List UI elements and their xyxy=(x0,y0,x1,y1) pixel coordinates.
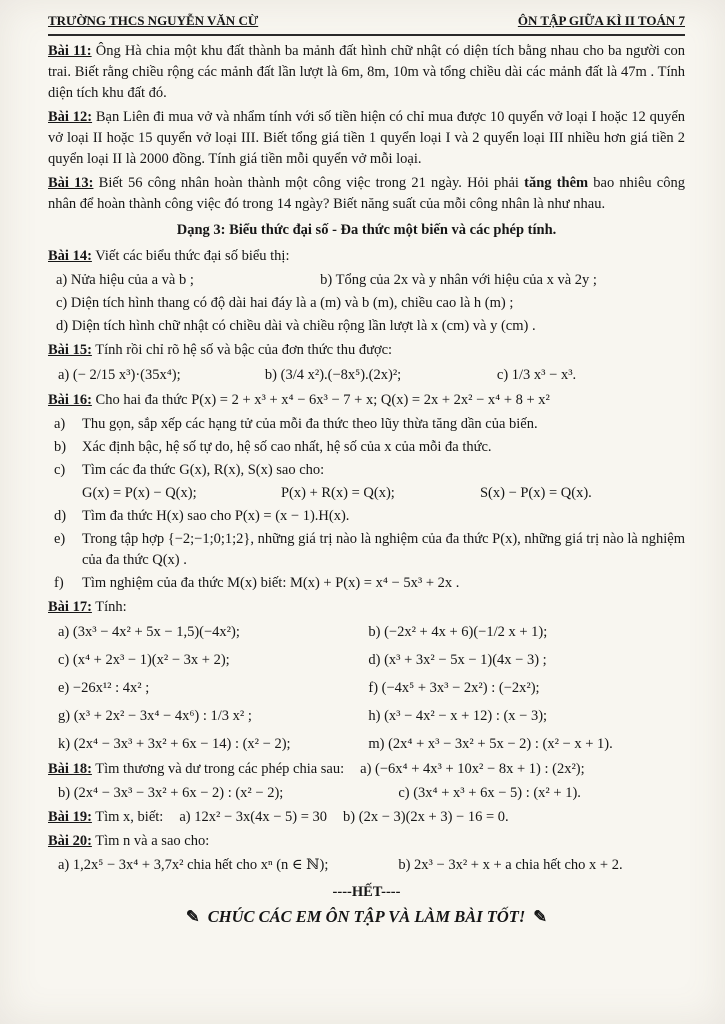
problem-20-item-b: b) 2x³ − 3x² + x + a chia hết cho x + 2. xyxy=(398,857,623,874)
equation: S(x) − P(x) = Q(x). xyxy=(479,485,592,502)
problem-14-item-c: c) Diện tích hình thang có độ dài hai đáy là a (m) và b (m), chiều cao là h (m) ; xyxy=(56,295,514,312)
document-title: ÔN TẬP GIỮA KÌ II TOÁN 7 xyxy=(517,13,685,28)
item-text: Thu gọn, sắp xếp các hạng tử của mỗi đa thức theo lũy thừa tăng dần của biến. xyxy=(82,416,538,433)
school-name: TRƯỜNG THCS NGUYỄN VĂN CỪ xyxy=(48,13,259,28)
problem-17-item-g: g) (x³ + 2x² − 3x⁴ − 4x⁶) : 1/3 x² ; xyxy=(58,708,252,725)
problem-14-item-d: d) Diện tích hình chữ nhật có chiều dài và chiều rộng lần lượt là x (cm) và y (cm) . xyxy=(56,318,536,335)
problem-14-label: Bài 14: xyxy=(48,247,92,264)
problem-17-expressions xyxy=(58,622,685,755)
problem-19-item-b: b) (2x − 3)(2x + 3) − 16 = 0. xyxy=(343,809,509,826)
item-letter: d) xyxy=(54,508,67,525)
problem-11 xyxy=(48,41,685,104)
problem-17-item-m: m) (2x⁴ + x³ − 3x² + 5x − 2) : (x² − x + 1). xyxy=(368,736,613,753)
problem-15-label: Bài 15: xyxy=(48,342,92,359)
problem-16-polynomial-p: P(x) = 2 + x³ + x⁴ − 6x³ − 7 + x; xyxy=(191,392,378,409)
pen-icon: ✎ xyxy=(533,907,548,927)
problem-11-text: Ông Hà chia một khu đất thành ba mảnh đất hình chữ nhật có diện tích bằng nhau cho ba người con trai. Biết rằng chiều rộng các mảnh đất lần lượt là 6m, 8m, 10m và tổng chiều dài các mảnh đất là 47m . Tính diện tích khu đất đó. xyxy=(48,42,685,101)
problem-20-row-ab xyxy=(48,855,685,876)
problem-17-item-k: k) (2x⁴ − 3x³ + 3x² + 6x − 14) : (x² − 2); xyxy=(58,736,291,753)
pen-icon: ✎ xyxy=(185,907,200,927)
item-text: Tìm đa thức H(x) sao cho P(x) = (x − 1).H(x). xyxy=(82,508,350,525)
item-letter: a) xyxy=(54,416,66,433)
item-letter: c) xyxy=(54,462,66,479)
header xyxy=(48,12,685,36)
problem-16-item-a xyxy=(54,414,685,435)
problem-15 xyxy=(48,340,685,361)
item-letter: f) xyxy=(54,575,64,592)
problem-20 xyxy=(48,831,685,852)
closing-wish xyxy=(48,905,685,929)
problem-18-intro: Tìm thương và dư trong các phép chia sau: xyxy=(91,761,345,778)
closing-wish-text: CHÚC CÁC EM ÔN TẬP VÀ LÀM BÀI TỐT! xyxy=(207,907,526,927)
equation: P(x) + R(x) = Q(x); xyxy=(280,485,395,502)
problem-17-item-d: d) (x³ + 3x² − 5x − 1)(4x − 3) ; xyxy=(368,652,547,669)
problem-19 xyxy=(48,807,685,828)
problem-16 xyxy=(48,390,685,411)
problem-16-item-e xyxy=(54,529,685,571)
problem-14-item-b: b) Tổng của 2x và y nhân với hiệu của x và 2y ; xyxy=(320,272,597,288)
problem-16-item-c xyxy=(54,460,685,481)
problem-16-label: Bài 16: xyxy=(48,392,92,409)
problem-17 xyxy=(48,597,685,618)
problem-18-row-bc xyxy=(48,783,685,804)
problem-13-label: Bài 13: xyxy=(48,174,94,191)
problem-17-item-b: b) (−2x² + 4x + 6)(−1/2 x + 1); xyxy=(368,624,548,641)
problem-12 xyxy=(48,107,685,170)
item-text: Tìm nghiệm của đa thức M(x) biết: M(x) + P(x) = x⁴ − 5x³ + 2x . xyxy=(82,575,460,592)
problem-14 xyxy=(48,246,685,267)
problem-18-item-b: b) (2x⁴ − 3x³ − 3x² + 6x − 2) : (x² − 2); xyxy=(58,785,284,802)
end-marker: ----HẾT---- xyxy=(332,884,401,901)
problem-18-item-a: a) (−6x⁴ + 4x³ + 10x² − 8x + 1) : (2x²); xyxy=(360,761,585,778)
problem-13-text-1: Biết 56 công nhân hoàn thành một công việc trong 21 ngày. Hỏi phải xyxy=(93,174,525,191)
item-text: Trong tập hợp {−2;−1;0;1;2}, những giá trị nào là nghiệm của đa thức P(x), những giá trị nào là nghiệm của đa thức Q(x) . xyxy=(82,531,685,569)
problem-18-label: Bài 18: xyxy=(48,761,92,778)
item-letter: b) xyxy=(54,439,67,456)
problem-17-item-f: f) (−4x⁵ + 3x³ − 2x²) : (−2x²); xyxy=(368,680,540,697)
problem-14-intro: Viết các biểu thức đại số biểu thị: xyxy=(91,247,290,264)
problem-13-text-2: bao nhiêu công nhân để hoàn thành công việc đó trong 14 ngày? Biết năng suất của mỗi công nhân là như nhau. xyxy=(48,174,685,212)
problem-17-label: Bài 17: xyxy=(48,599,92,616)
problem-20-label: Bài 20: xyxy=(48,833,92,850)
problem-18 xyxy=(48,759,685,780)
problem-16-item-c-equations xyxy=(82,483,685,504)
item-letter: e) xyxy=(54,531,66,548)
problem-19-item-a: a) 12x² − 3x(4x − 5) = 30 xyxy=(179,809,328,826)
problem-13-bold-phrase: tăng thêm xyxy=(524,174,589,191)
item-text: Xác định bậc, hệ số tự do, hệ số cao nhất, hệ số của x của mỗi đa thức. xyxy=(82,439,492,456)
problem-18-item-c: c) (3x⁴ + x³ + 6x − 5) : (x² + 1). xyxy=(398,785,581,802)
problem-12-label: Bài 12: xyxy=(48,108,93,125)
problem-16-item-b xyxy=(54,437,685,458)
section-heading: Dạng 3: Biểu thức đại số - Đa thức một biến và các phép tính. xyxy=(176,221,557,238)
problem-15-intro: Tính rồi chỉ rõ hệ số và bậc của đơn thức thu được: xyxy=(91,342,393,359)
problem-14-item-a: a) Nửa hiệu của a và b ; xyxy=(56,272,194,288)
problem-15-expressions xyxy=(58,365,685,386)
problem-16-item-f xyxy=(54,573,685,594)
problem-19-label: Bài 19: xyxy=(48,809,92,826)
problem-16-intro: Cho hai đa thức xyxy=(91,392,192,409)
equation: G(x) = P(x) − Q(x); xyxy=(82,485,197,502)
problem-16-item-d xyxy=(54,506,685,527)
problem-17-item-e: e) −26x¹² : 4x² ; xyxy=(58,680,150,697)
problem-13 xyxy=(48,173,685,215)
problem-15-item-b: b) (3/4 x²).(−8x⁵).(2x)²; xyxy=(264,367,402,384)
problem-20-item-a: a) 1,2x⁵ − 3x⁴ + 3,7x² chia hết cho xⁿ (n ∈ ℕ); xyxy=(58,857,329,874)
problem-20-intro: Tìm n và a sao cho: xyxy=(91,833,210,850)
item-text: Tìm các đa thức G(x), R(x), S(x) sao cho: xyxy=(82,462,325,479)
problem-17-item-a: a) (3x³ − 4x² + 5x − 1,5)(−4x²); xyxy=(58,624,240,641)
problem-19-intro: Tìm x, biết: xyxy=(91,809,164,826)
problem-12-text: Bạn Liên đi mua vở và nhẩm tính với số tiền hiện có chỉ mua được 10 quyển vở loại I hoặc 12 quyển vở loại II hoặc 15 quyển vở loại III. Biết tổng giá tiền 1 quyển loại I và 2 quyển loại III nhiều hơn giá tiền 2 quyển loại II là 2000 đồng. Tính giá tiền mỗi quyển vở mỗi loại. xyxy=(48,108,686,167)
problem-17-item-h: h) (x³ − 4x² − x + 12) : (x − 3); xyxy=(368,708,548,725)
problem-16-polynomial-q: Q(x) = 2x + 2x² − x⁴ + 8 + x² xyxy=(377,392,550,409)
problem-17-item-c: c) (x⁴ + 2x³ − 1)(x² − 3x + 2); xyxy=(58,652,230,669)
problem-15-item-a: a) (− 2/15 x³)·(35x⁴); xyxy=(58,367,181,384)
problem-17-intro: Tính: xyxy=(91,599,127,616)
problem-11-label: Bài 11: xyxy=(48,42,92,59)
problem-15-item-c: c) 1/3 x³ − x³. xyxy=(496,367,577,384)
problem-14-row-ab xyxy=(56,270,685,291)
